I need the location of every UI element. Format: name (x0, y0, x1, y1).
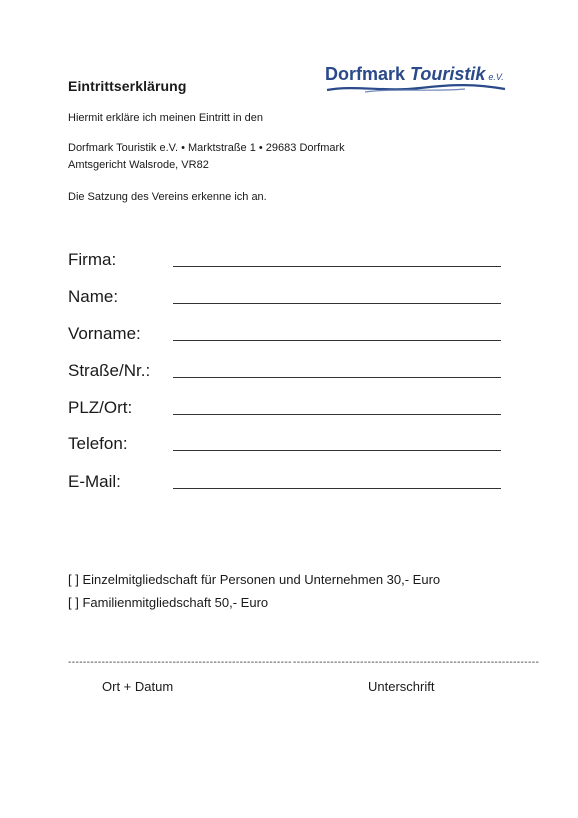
field-label: Vorname: (68, 324, 141, 343)
logo-suffix: e.V. (488, 72, 504, 82)
intro-declaration: Hiermit erkläre ich meinen Eintritt in den (68, 112, 264, 124)
logo-word-touristik: Touristik (410, 64, 486, 84)
field-label: Name: (68, 287, 119, 306)
field-label: Straße/Nr.: (68, 361, 151, 380)
field-email (68, 472, 508, 496)
page-title: Eintrittserklärung (68, 78, 187, 94)
field-fill-line[interactable] (173, 266, 501, 267)
signature-caption: Unterschrift (368, 679, 435, 694)
field-strasse (68, 361, 508, 385)
intro-statute-acceptance: Die Satzung des Vereins erkenne ich an. (68, 191, 267, 203)
logo-word-dorfmark: Dorfmark (325, 64, 411, 84)
option-single-membership[interactable]: [ ] Einzelmitgliedschaft für Personen und Unternehmen 30,- Euro (68, 572, 441, 587)
field-label: Telefon: (68, 434, 128, 453)
field-fill-line[interactable] (173, 377, 501, 378)
intro-association-address: Dorfmark Touristik e.V. • Marktstraße 1 • 29683 Dorfmark (68, 142, 345, 154)
field-label: Firma: (68, 250, 117, 269)
field-fill-line[interactable] (173, 488, 501, 489)
dorfmark-touristik-logo (325, 64, 510, 96)
logo-wave-icon (325, 83, 507, 93)
signature-line[interactable]: ------------------------------------------------------------------ (293, 657, 540, 668)
field-fill-line[interactable] (173, 340, 501, 341)
field-fill-line[interactable] (173, 303, 501, 304)
logo-text (325, 64, 504, 85)
field-fill-line[interactable] (173, 450, 501, 451)
field-telefon (68, 434, 508, 458)
field-name (68, 287, 508, 311)
field-firma (68, 250, 508, 274)
place-date-line[interactable]: ------------------------------------------------------------ (68, 657, 292, 668)
option-family-membership[interactable]: [ ] Familienmitgliedschaft 50,- Euro (68, 595, 269, 610)
field-fill-line[interactable] (173, 414, 501, 415)
field-vorname (68, 324, 508, 348)
place-date-caption: Ort + Datum (102, 679, 174, 694)
field-plz-ort (68, 398, 508, 422)
field-label: E-Mail: (68, 472, 121, 491)
field-label: PLZ/Ort: (68, 398, 133, 417)
intro-court-register: Amtsgericht Walsrode, VR82 (68, 159, 209, 171)
